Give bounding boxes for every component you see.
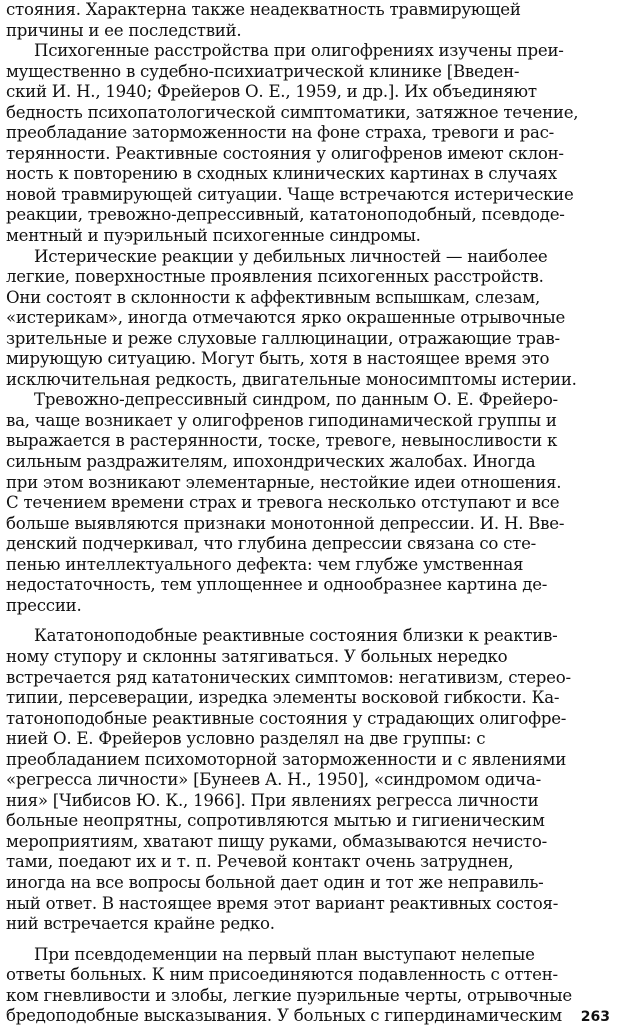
text-line: причины и ее последствий. — [6, 20, 242, 40]
text-line: ментный и пуэрильный психогенные синдромы. — [6, 226, 421, 246]
text-line: С течением времени страх и тревога несколько отступают и все — [6, 493, 560, 513]
paragraph-6 — [6, 945, 618, 1027]
text-line: терянности. Реактивные состояния у олигофренов имеют склон- — [6, 143, 564, 163]
text-line: Они состоят в склонности к аффективным вспышкам, слезам, — [6, 287, 540, 307]
paragraph-2 — [6, 41, 618, 246]
text-line: пенью интеллектуального дефекта: чем глубже умственная — [6, 554, 524, 574]
text-line: преобладанием психомоторной заторможенности и с явлениями — [6, 749, 567, 769]
paragraph-5 — [6, 626, 618, 934]
text-line: ному ступору и склонны затягиваться. У больных нередко — [6, 646, 508, 666]
text-line: ва, чаще возникает у олигофренов гиподинамической группы и — [6, 410, 557, 430]
text-line: исключительная редкость, двигательные моносимптомы истерии. — [6, 369, 577, 389]
text-line: новой травмирующей ситуации. Чаще встречаются истерические — [6, 184, 574, 204]
text-line: недостаточность, тем уплощеннее и однообразнее картина де- — [6, 575, 548, 595]
page-number: 263 — [580, 1009, 610, 1025]
text-line: встречается ряд кататонических симптомов: негативизм, стерео- — [6, 667, 571, 687]
text-line: преобладание заторможенности на фоне страха, тревоги и рас- — [6, 123, 555, 143]
text-line: татоноподобные реактивные состояния у страдающих олигофре- — [6, 708, 567, 728]
paragraph-3 — [6, 247, 618, 391]
text-line: При псевдодеменции на первый план выступают нелепые — [34, 944, 535, 964]
text-line: мероприятиям, хватают пищу руками, обмазываются нечисто- — [6, 831, 547, 851]
text-line: нией О. Е. Фрейеров условно разделял на две группы: с — [6, 729, 486, 749]
text-line: при этом возникают элементарные, нестойкие идеи отношения. — [6, 472, 562, 492]
text-line: бедность психопатологической симптоматики, затяжное течение, — [6, 102, 579, 122]
text-line: Психогенные расстройства при олигофрениях изучены преи- — [34, 41, 564, 61]
text-line: выражается в растерянности, тоске, тревоге, невыносливости к — [6, 431, 558, 451]
text-line: ный ответ. В настоящее время этот вариант реактивных состоя- — [6, 893, 559, 913]
text-line: мущественно в судебно-психиатрической клинике [Введен- — [6, 61, 520, 81]
text-line: ский И. Н., 1940; Фрейеров О. Е., 1959, и др.]. Их объединяют — [6, 82, 537, 102]
paragraph-1 — [6, 0, 618, 41]
text-line: ний встречается крайне редко. — [6, 914, 275, 934]
text-line: тами, поедают их и т. п. Речевой контакт очень затруднен, — [6, 852, 514, 872]
text-line: ность к повторению в сходных клинических картинах в случаях — [6, 164, 557, 184]
text-line: легкие, поверхностные проявления психогенных расстройств. — [6, 267, 544, 287]
text-line: больше выявляются признаки монотонной депрессии. И. Н. Вве- — [6, 513, 565, 533]
text-line: денский подчеркивал, что глубина депрессии связана со сте- — [6, 534, 537, 554]
text-line: стояния. Характерна также неадекватность травмирующей — [6, 0, 521, 19]
text-line: ответы больных. К ним присоединяются подавленность с оттен- — [6, 965, 558, 985]
paragraph-4 — [6, 390, 618, 616]
text-line: «регресса личности» [Бунеев А. Н., 1950], «синдромом одича- — [6, 770, 541, 790]
text-line: реакции, тревожно-депрессивный, кататоноподобный, псевдоде- — [6, 205, 565, 225]
text-line: бредоподобные высказывания. У больных с гипердинамическим — [6, 1006, 562, 1026]
text-line: иногда на все вопросы больной дает один и тот же неправиль- — [6, 872, 544, 892]
text-line: Тревожно-депрессивный синдром, по данным О. Е. Фрейеро- — [34, 390, 558, 410]
text-line: ния» [Чибисов Ю. К., 1966]. При явлениях регресса личности — [6, 790, 539, 810]
text-line: «истерикам», иногда отмечаются ярко окрашенные отрывочные — [6, 308, 566, 328]
text-line: больные неопрятны, сопротивляются мытью и гигиеническим — [6, 811, 545, 831]
text-line: Истерические реакции у дебильных личностей — наиболее — [34, 246, 548, 266]
text-line: Кататоноподобные реактивные состояния близки к реактив- — [34, 626, 558, 646]
text-line: сильным раздражителям, ипохондрических жалобах. Иногда — [6, 452, 536, 472]
text-line: зрительные и реже слуховые галлюцинации, отражающие трав- — [6, 328, 560, 348]
text-line: ком гневливости и злобы, легкие пуэрильные черты, отрывочные — [6, 985, 572, 1005]
text-line: прессии. — [6, 595, 82, 615]
text-line: мирующую ситуацию. Могут быть, хотя в настоящее время это — [6, 349, 550, 369]
text-line: типии, персеверации, изредка элементы восковой гибкости. Ка- — [6, 688, 560, 708]
